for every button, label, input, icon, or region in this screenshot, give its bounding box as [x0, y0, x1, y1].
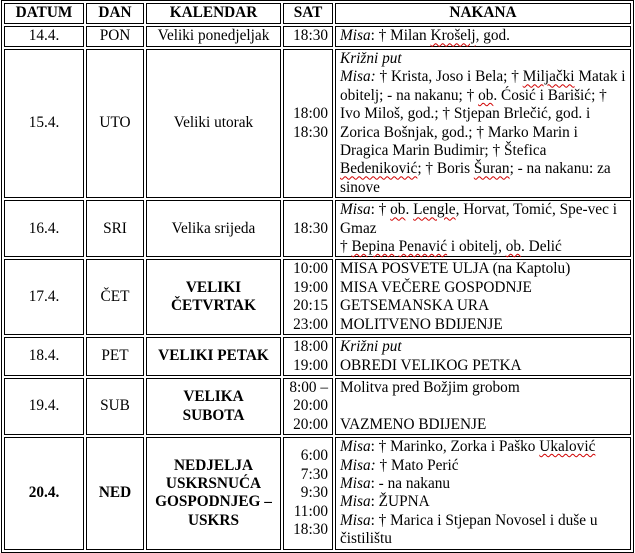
intention-text: . Delić	[521, 238, 562, 256]
krizni-put-label: Križni put	[340, 338, 402, 356]
table-row	[4, 26, 631, 47]
event-line: MISA VEČERE GOSPODNJE	[340, 278, 532, 296]
cell-nakana	[335, 437, 631, 549]
event-line: MISA POSVETE ULJA (na Kaptolu)	[340, 260, 571, 278]
intention-text: , god.	[475, 27, 510, 45]
time: 18:00	[293, 338, 328, 356]
intention-line	[340, 438, 626, 456]
event-line: OBREDI VELIKOG PETKA	[340, 356, 522, 374]
header-kalendar: KALENDAR	[146, 3, 281, 24]
intention-line	[340, 457, 626, 475]
intention-text: : † Milan	[370, 27, 431, 45]
intention-text: , Horvat, Tomić, Spe-vec i Gmaz	[340, 201, 617, 237]
cell-nakana	[335, 337, 631, 376]
time: 9:30	[300, 484, 328, 502]
header-sat: SAT	[283, 3, 333, 24]
misa-label: Misa	[340, 474, 371, 492]
intention-line	[340, 27, 626, 45]
cell-sat	[283, 437, 333, 549]
cell-dan: NED	[86, 437, 144, 549]
cell-kalendar: NEDJELJA USKRSNUĆA GOSPODNJEG – USKRS	[146, 437, 281, 549]
header-dan: DAN	[86, 3, 144, 24]
event-line: Molitva pred Božjim grobom	[340, 378, 520, 396]
cell-datum: 18.4.	[4, 337, 84, 376]
intention-text: .	[405, 201, 414, 219]
table-row	[4, 337, 631, 376]
header-nakana: NAKANA	[335, 3, 631, 24]
spellcheck-word: Krošelj	[430, 27, 476, 45]
cell-kalendar: Veliki utorak	[146, 49, 281, 198]
cell-nakana	[335, 378, 631, 435]
cell-dan: PET	[86, 337, 144, 376]
table-row	[4, 259, 631, 335]
cell-sat	[283, 49, 333, 198]
cell-kalendar: VELIKI ČETVRTAK	[146, 259, 281, 335]
intention-text: † Mato Perić	[375, 456, 459, 474]
cell-sat	[283, 200, 333, 257]
time: 18:30	[293, 27, 328, 45]
intention-text: : † Marinko, Zorka i Paško	[370, 438, 540, 456]
event-line: VAZMENO BDIJENJE	[340, 415, 487, 433]
cell-dan: SRI	[86, 200, 144, 257]
intention-line	[340, 475, 626, 493]
time: 10:00	[293, 260, 328, 278]
misa-label: Misa	[340, 438, 371, 456]
table-row	[4, 49, 631, 198]
misa-label: Misa	[340, 27, 371, 45]
intention-text: : ŽUPNA	[370, 493, 430, 511]
time: 20:00	[293, 415, 328, 433]
spellcheck-word: Bepina	[351, 238, 395, 256]
cell-nakana	[335, 200, 631, 257]
intention-text: ; † Boris	[417, 160, 474, 178]
cell-dan: PON	[86, 26, 144, 47]
intention-paragraph	[340, 68, 626, 197]
event-line: GETSEMANSKA URA	[340, 297, 490, 315]
time: 20:00	[293, 397, 328, 415]
time: 6:00	[300, 447, 328, 465]
spellcheck-word: Ukalović	[539, 438, 596, 456]
cell-datum: 20.4.	[4, 437, 84, 549]
intention-line	[340, 238, 626, 256]
cell-kalendar: VELIKI PETAK	[146, 337, 281, 376]
intention-text: : - na nakanu	[370, 474, 451, 492]
spellcheck-word: Šuran	[473, 160, 510, 178]
cell-kalendar: Veliki ponedjeljak	[146, 26, 281, 47]
spellcheck-word: Lengle	[413, 201, 456, 219]
cell-nakana	[335, 26, 631, 47]
spacer	[340, 397, 626, 415]
intention-text: † Krista, Joso i Bela; †	[375, 68, 523, 86]
intention-text: Matak i obitelj; - na nakanu; †	[340, 68, 626, 104]
time: 18:30	[293, 520, 328, 538]
cell-sat	[283, 259, 333, 335]
intention-line	[340, 493, 626, 511]
header-row	[4, 3, 631, 24]
intention-text: : †	[370, 201, 391, 219]
spellcheck-word: ob	[478, 86, 494, 104]
cell-datum: 17.4.	[4, 259, 84, 335]
header-datum: DATUM	[4, 3, 84, 24]
time: 18:30	[293, 123, 328, 141]
cell-nakana	[335, 259, 631, 335]
time: 20:15	[293, 297, 328, 315]
cell-kalendar: Velika srijeda	[146, 200, 281, 257]
time: 18:00	[293, 105, 328, 123]
time: 11:00	[293, 502, 328, 520]
intention-text: : † Marica i Stjepan Novosel i duše u čistilištu	[340, 511, 598, 548]
krizni-put-label: Križni put	[340, 50, 402, 67]
cell-sat	[283, 378, 333, 435]
table-row	[4, 378, 631, 435]
mass-schedule-table	[1, 0, 634, 553]
time: 23:00	[293, 315, 328, 333]
misa-label: Misa:	[340, 456, 376, 474]
time: 8:00 –	[289, 378, 328, 396]
cell-dan: ČET	[86, 259, 144, 335]
time: 18:30	[293, 219, 328, 237]
spellcheck-word: ob	[505, 238, 522, 256]
intention-text: ; - na nakanu: za sinove	[340, 160, 611, 196]
cell-sat	[283, 337, 333, 376]
spellcheck-word: Penavić	[398, 238, 448, 256]
cell-sat	[283, 26, 333, 47]
time: 19:00	[293, 278, 328, 296]
time: 19:00	[293, 356, 328, 374]
cell-nakana	[335, 49, 631, 198]
intention-line	[340, 512, 626, 549]
time: 7:30	[300, 465, 328, 483]
event-line: MOLITVENO BDIJENJE	[340, 315, 503, 333]
intention-text: †	[340, 238, 352, 256]
misa-label: Misa	[340, 511, 371, 529]
cell-dan: UTO	[86, 49, 144, 198]
misa-label: Misa	[340, 493, 371, 511]
misa-label: Misa:	[340, 68, 376, 86]
spellcheck-word: Miljački	[522, 68, 575, 86]
misa-label: Misa	[340, 201, 371, 219]
spellcheck-word: Bedeniković	[340, 160, 418, 178]
cell-datum: 19.4.	[4, 378, 84, 435]
cell-kalendar: VELIKA SUBOTA	[146, 378, 281, 435]
table-row	[4, 437, 631, 549]
table-row	[4, 200, 631, 257]
cell-datum: 15.4.	[4, 49, 84, 198]
cell-dan: SUB	[86, 378, 144, 435]
cell-datum: 14.4.	[4, 26, 84, 47]
intention-text: i obitelj,	[447, 238, 506, 256]
intention-text: . Ćosić i Barišić; † Ivo Miloš, god.; † Stjepan Brlečić, god. i Zorica Bošnjak, god.; † Marko Marin i Dragica Marin Budimir; † Štefica	[340, 86, 607, 160]
spellcheck-word: ob	[390, 201, 406, 219]
intention-paragraph	[340, 201, 626, 238]
cell-datum: 16.4.	[4, 200, 84, 257]
